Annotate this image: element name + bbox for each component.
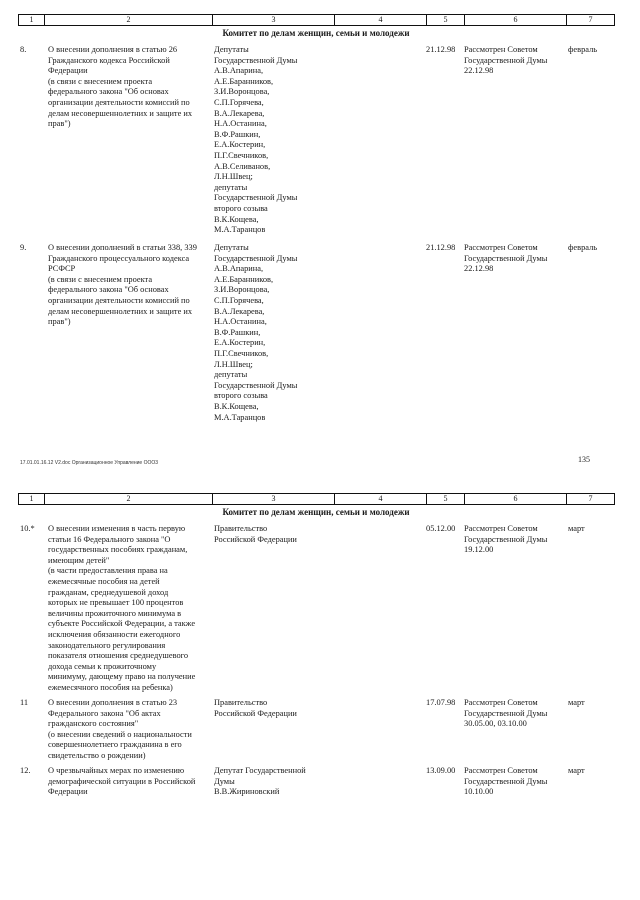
column-number-6: 6 bbox=[465, 494, 567, 505]
bill-title: О внесении изменения в часть первую статьи 16 Федерального закона "О государственных пособиях гражданам, имеющим детей" (в части предоставления права на ежемесячные пособия на детей гражданам, среднедушевой доход которых не превышает 100 процентов величины прожиточного минимума в субъекте Российской Федерации, а также исключения обязанности ежегодного законодательного регулирования показателя отношения среднедушевого дохода семьи к прожиточному минимуму, дающему право на получение ежемесячного пособия на ребенка) bbox=[48, 524, 196, 692]
submission-date: 21.12.98 bbox=[426, 243, 456, 252]
scheduled-month: март bbox=[568, 524, 585, 533]
row-number: 10.* bbox=[20, 524, 35, 533]
table-row bbox=[18, 766, 614, 806]
column-number-3: 3 bbox=[213, 15, 335, 26]
bill-title: О внесении дополнения в статью 26 Гражданского кодекса Российской Федерации (в связи с внесением проекта федерального закона "Об основах организации деятельности комиссий по делам несовершеннолетних и защите их прав") bbox=[48, 45, 193, 129]
bill-initiator: Депутат Государственной Думы В.В.Жириновский bbox=[214, 766, 306, 797]
column-number-6: 6 bbox=[465, 15, 567, 26]
column-number-7: 7 bbox=[567, 494, 615, 505]
column-header-row bbox=[18, 14, 615, 26]
column-number-2: 2 bbox=[45, 15, 213, 26]
column-number-2: 2 bbox=[45, 494, 213, 505]
review-status: Рассмотрен Советом Государственной Думы 10.10.00 bbox=[464, 766, 548, 797]
column-header-row bbox=[18, 493, 615, 505]
bill-title: О внесении дополнений в статьи 338, 339 Гражданского процессуального кодекса РСФСР (в связи с внесением проекта федерального закона "Об основах организации деятельности комиссий по делам несовершеннолетних и защите их прав") bbox=[48, 243, 197, 327]
scheduled-month: февраль bbox=[568, 45, 598, 54]
bill-initiator: Правительство Российской Федерации bbox=[214, 698, 297, 718]
column-number-3: 3 bbox=[213, 494, 335, 505]
column-number-1: 1 bbox=[19, 15, 45, 26]
bill-initiator: Депутаты Государственной Думы А.В.Апарина, А.Е.Баранников, З.И.Воронцова, С.П.Горячева, В.А.Лекарева, Н.А.Останина, В.Ф.Рашкин, Е.А.Костерин, П.Г.Свечников, А.В.Селиванов, Л.Н.Швец; депутаты Государственной Думы второго созыва В.К.Кощева, М.А.Таранцов bbox=[214, 45, 298, 235]
page-bottom bbox=[18, 493, 614, 806]
document-footer-id: 17.01.01.16.12 V2.doc Организационное Управление ООО3 bbox=[20, 460, 159, 466]
review-status: Рассмотрен Советом Государственной Думы 30.05.00, 03.10.00 bbox=[464, 698, 548, 729]
table-row bbox=[18, 243, 614, 429]
column-number-5: 5 bbox=[427, 15, 465, 26]
bill-title: О чрезвычайных мерах по изменению демографической ситуации в Российской Федерации bbox=[48, 766, 196, 797]
page-number: 135 bbox=[578, 455, 590, 464]
submission-date: 13.09.00 bbox=[426, 766, 456, 775]
section-title: Комитет по делам женщин, семьи и молодежи bbox=[222, 28, 410, 38]
column-number-1: 1 bbox=[19, 494, 45, 505]
table-row bbox=[18, 698, 614, 766]
scheduled-month: март bbox=[568, 698, 585, 707]
row-number: 8. bbox=[20, 45, 27, 54]
submission-date: 05.12.00 bbox=[426, 524, 456, 533]
bill-initiator: Депутаты Государственной Думы А.В.Апарина, А.Е.Баранников, З.И.Воронцова, С.П.Горячева, В.А.Лекарева, Н.А.Останина, В.Ф.Рашкин, Е.А.Костерин, П.Г.Свечников, Л.Н.Швец; депутаты Государственной Думы второго созыва В.К.Кощева, М.А.Таранцов bbox=[214, 243, 298, 422]
submission-date: 17.07.98 bbox=[426, 698, 456, 707]
column-number-4: 4 bbox=[335, 15, 427, 26]
scheduled-month: март bbox=[568, 766, 585, 775]
column-number-7: 7 bbox=[567, 15, 615, 26]
row-number: 12. bbox=[20, 766, 31, 775]
scheduled-month: февраль bbox=[568, 243, 598, 252]
page-top bbox=[18, 14, 614, 429]
review-status: Рассмотрен Советом Государственной Думы 22.12.98 bbox=[464, 45, 548, 76]
table-row bbox=[18, 524, 614, 698]
row-number: 9. bbox=[20, 243, 27, 252]
section-title: Комитет по делам женщин, семьи и молодежи bbox=[222, 507, 410, 517]
table-row bbox=[18, 45, 614, 243]
review-status: Рассмотрен Советом Государственной Думы 22.12.98 bbox=[464, 243, 548, 274]
review-status: Рассмотрен Советом Государственной Думы 19.12.00 bbox=[464, 524, 548, 555]
bill-initiator: Правительство Российской Федерации bbox=[214, 524, 297, 544]
column-number-4: 4 bbox=[335, 494, 427, 505]
submission-date: 21.12.98 bbox=[426, 45, 456, 54]
row-number: 11 bbox=[20, 698, 29, 707]
column-number-5: 5 bbox=[427, 494, 465, 505]
bill-title: О внесении дополнения в статью 23 Федерального закона "Об актах гражданского состояния" (о внесении сведений о национальности совершеннолетнего гражданина в его свидетельство о рождении) bbox=[48, 698, 192, 760]
